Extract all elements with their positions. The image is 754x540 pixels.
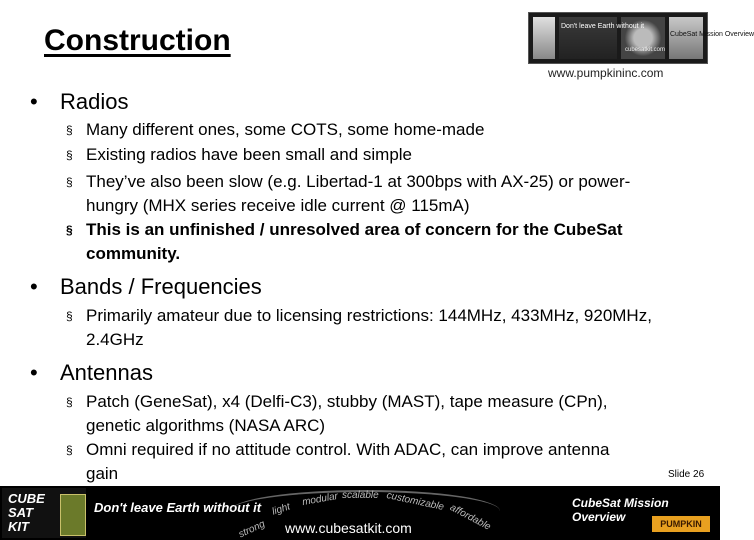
cubesat-kit-logo: CUBE SAT KIT bbox=[2, 488, 86, 538]
list-item: § Omni required if no attitude control. With ADAC, can improve antenna gain bbox=[66, 440, 610, 483]
website-url: www.pumpkininc.com bbox=[548, 66, 664, 80]
pumpkin-logo: PUMPKIN bbox=[652, 516, 710, 532]
list-item: § This is an unfinished / unresolved area of concern for the CubeSat community. bbox=[66, 220, 623, 263]
bullet-antennas: • Antennas bbox=[30, 360, 153, 385]
footer-mission: CubeSat Mission Overview bbox=[572, 496, 669, 524]
footer-banner bbox=[0, 486, 720, 540]
cubesat-icon bbox=[60, 494, 86, 536]
slide-title: Construction bbox=[44, 24, 231, 57]
footer-tagline: Don't leave Earth without it bbox=[94, 500, 262, 515]
swoosh-word: customizable bbox=[385, 490, 445, 513]
list-item: § Patch (GeneSat), x4 (Delfi-C3), stubby (MAST), tape measure (CPn), genetic algorithms (NASA ARC) bbox=[66, 392, 608, 435]
swoosh-word: scalable bbox=[342, 490, 379, 501]
header-logo: Don't leave Earth without it CubeSat Mission Overview cubesatkit.com bbox=[528, 12, 708, 64]
slide-number: Slide 26 bbox=[668, 469, 705, 480]
list-item: § They’ve also been slow (e.g. Libertad-1 at 300bps with AX-25) or power-hungry (MHX series receive idle current @ 115mA) bbox=[66, 172, 631, 215]
bullet-radios: • Radios bbox=[30, 89, 129, 114]
list-item: § Many different ones, some COTS, some home-made bbox=[66, 120, 485, 139]
swoosh-word: strong bbox=[236, 518, 267, 540]
swoosh-word: light bbox=[270, 501, 292, 518]
swoosh-word: modular bbox=[301, 490, 339, 509]
bullet-bands-frequencies: • Bands / Frequencies bbox=[30, 274, 262, 299]
footer-site: www.cubesatkit.com bbox=[285, 520, 412, 536]
list-item: § Primarily amateur due to licensing restrictions: 144MHz, 433MHz, 920MHz, 2.4GHz bbox=[66, 306, 652, 349]
list-item: § Existing radios have been small and simple bbox=[66, 145, 413, 164]
swoosh-word: affordable bbox=[448, 502, 493, 533]
